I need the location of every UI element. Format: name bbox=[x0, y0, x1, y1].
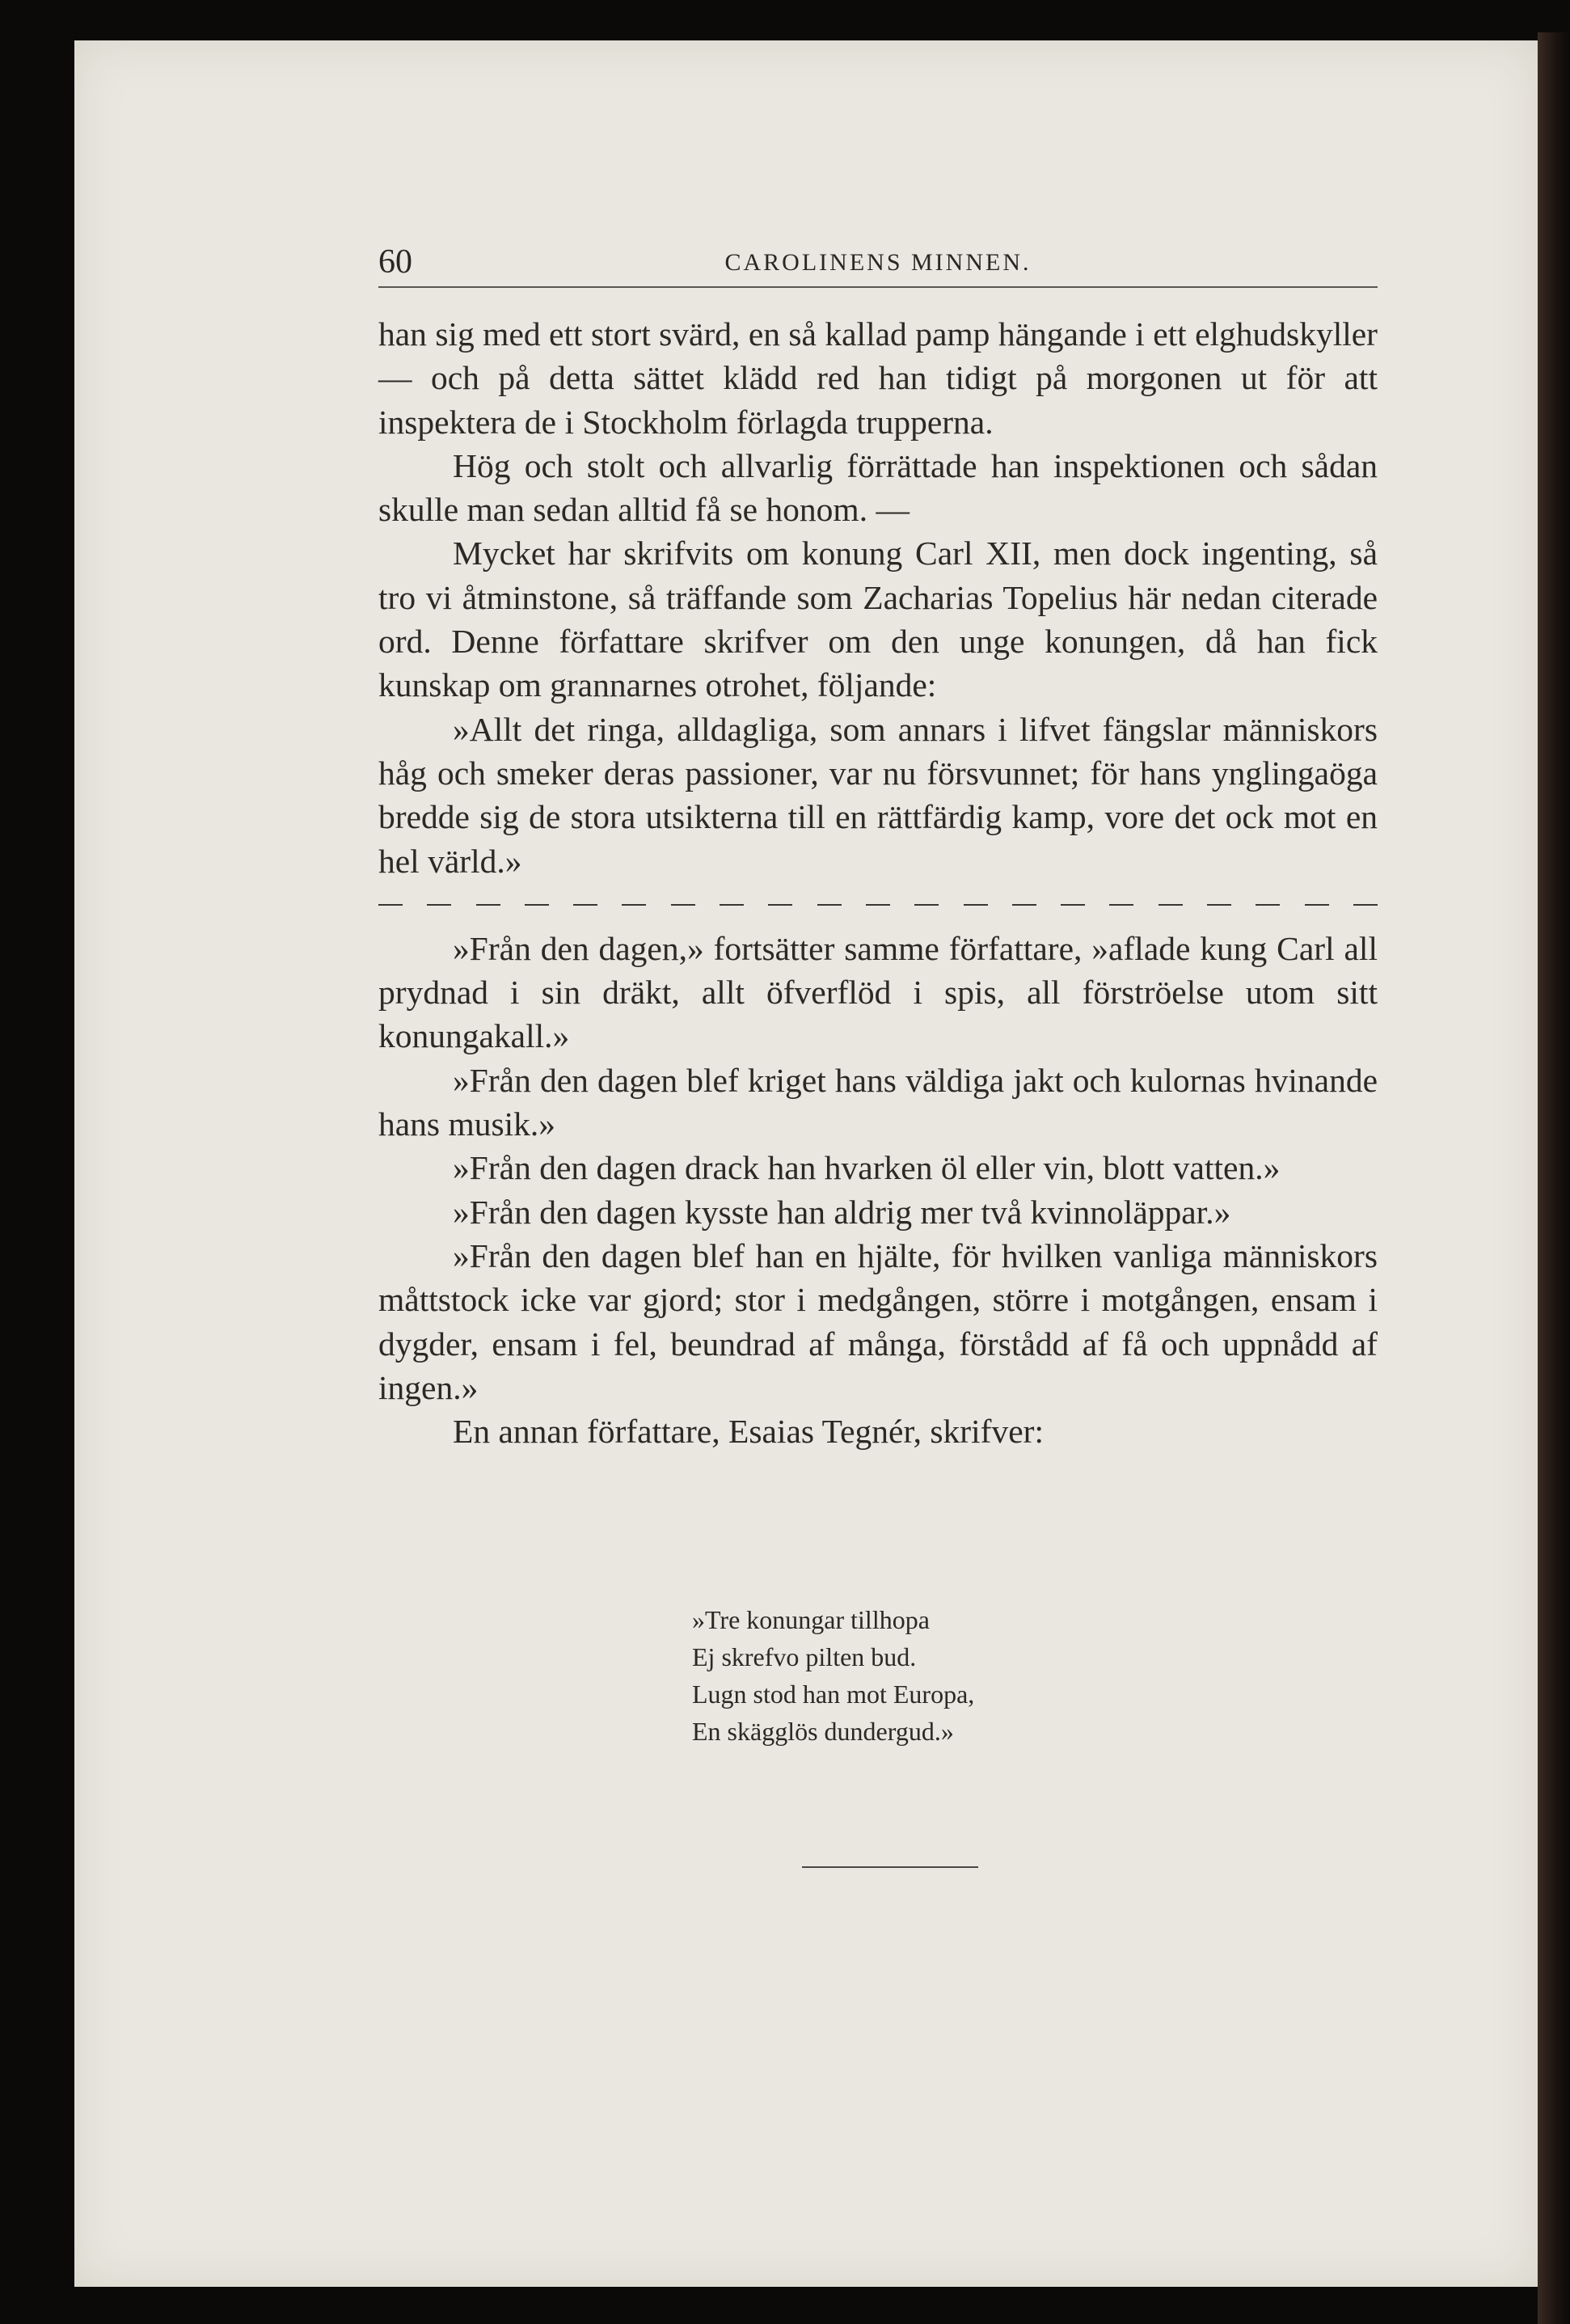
book-edge bbox=[1538, 32, 1570, 2324]
header-rule bbox=[378, 286, 1378, 288]
ellipsis-dash-line bbox=[378, 883, 1378, 927]
poem bbox=[692, 1601, 974, 1750]
page-header bbox=[378, 243, 1378, 288]
running-title: CAROLINENS MINNEN. bbox=[724, 249, 1032, 276]
body-text bbox=[378, 312, 1378, 1453]
quote-paragraph: »Från den dagen kysste han aldrig mer två kvinnoläppar.» bbox=[453, 1193, 1231, 1231]
quote-paragraph: »Från den dagen,» fortsätter samme författare, »aflade kung Carl all prydnad i sin dräkt, allt öfverflöd i spis, all förströelse utom sitt konungakall.» bbox=[378, 929, 1378, 1055]
paragraph: Mycket har skrifvits om konung Carl XII, men dock ingenting, så tro vi åtminstone, så träffande som Zacharias Topelius här nedan citerade ord. Denne författare skrifver om den unge konungen, då han fick kunskap om grannarnes otrohet, följande: bbox=[378, 535, 1378, 704]
end-rule bbox=[802, 1866, 978, 1868]
poem-line: Lugn stod han mot Europa, bbox=[692, 1680, 975, 1709]
poem-line: »Tre konungar tillhopa bbox=[692, 1605, 930, 1634]
quote-paragraph: »Från den dagen drack han hvarken öl eller vin, blott vatten.» bbox=[453, 1149, 1281, 1187]
quote-paragraph: »Allt det ringa, alldagliga, som annars i lifvet fängslar människors håg och smeker deras passioner, var nu försvunnet; för hans ynglingaöga bredde sig de stora utsikterna till en rättfärdig kamp, vore det ock mot en hel värld.» bbox=[378, 710, 1378, 880]
poem-line: Ej skrefvo pilten bud. bbox=[692, 1642, 917, 1671]
quote-paragraph: »Från den dagen blef han en hjälte, för hvilken vanliga människors måttstock icke var gjord; stor i medgången, större i motgången, ensam i dygder, ensam i fel, beundrad af många, förstådd af få och uppnådd af ingen.» bbox=[378, 1236, 1378, 1406]
paragraph: han sig med ett stort svärd, en så kallad pamp hängande i ett elghudskyller — och på detta sättet klädd red han tidigt på morgonen ut för att inspektera de i Stockholm förlagda trupperna. bbox=[378, 315, 1378, 441]
poem-line: En skägglös dundergud.» bbox=[692, 1717, 954, 1746]
page-number: 60 bbox=[378, 243, 412, 281]
paragraph: Hög och stolt och allvarlig förrättade han inspektionen och sådan skulle man sedan alltid få se honom. — bbox=[378, 446, 1378, 529]
paragraph: En annan författare, Esaias Tegnér, skrifver: bbox=[453, 1413, 1044, 1451]
quote-paragraph: »Från den dagen blef kriget hans väldiga jakt och kulornas hvinande hans musik.» bbox=[378, 1061, 1378, 1143]
